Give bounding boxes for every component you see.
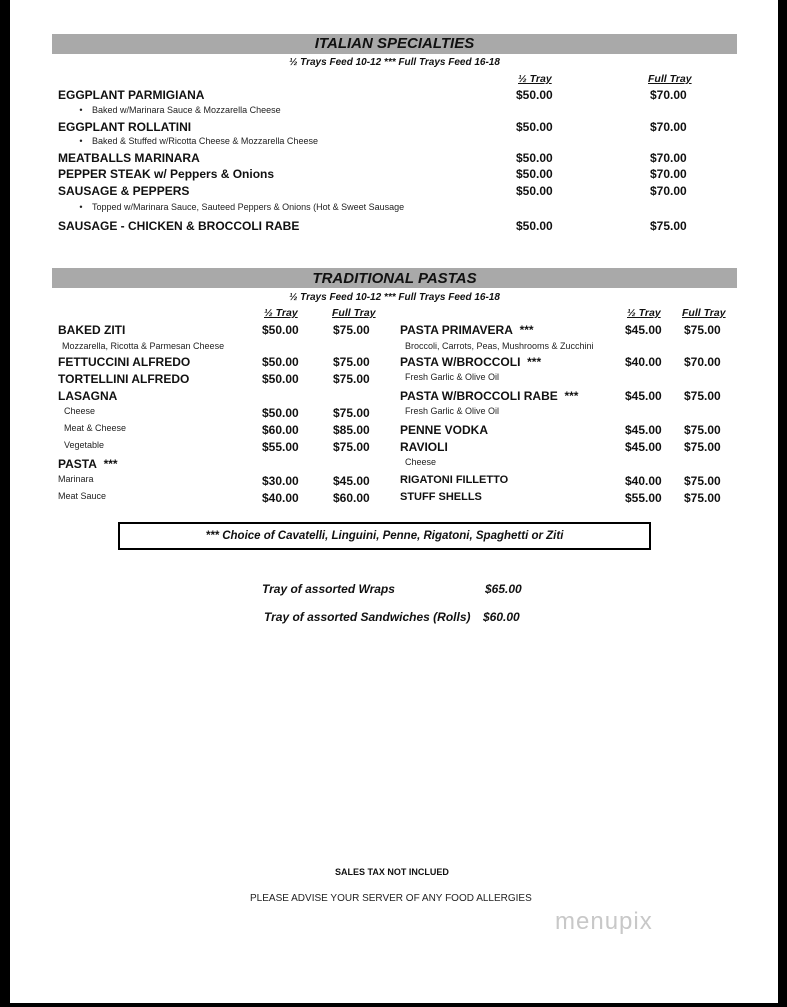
price-full: $75.00	[684, 491, 721, 505]
price-full: $70.00	[650, 120, 687, 134]
menu-item-rigatoni-filletto: RIGATONI FILLETTO	[400, 474, 509, 486]
stars-marker: ***	[103, 457, 118, 471]
price-half: $50.00	[516, 151, 553, 165]
pastas-left-col-half: ½ Tray	[264, 307, 298, 319]
menu-item-pasta-broccoli-rabe	[400, 389, 578, 403]
italian-subtitle: ½ Trays Feed 10-12 *** Full Trays Feed 16-18	[289, 57, 500, 68]
price-full: $85.00	[333, 423, 370, 437]
variant-meat-sauce: Meat Sauce	[58, 491, 107, 501]
price-half: $45.00	[625, 389, 662, 403]
menu-page	[10, 0, 778, 1003]
stars-marker: ***	[564, 389, 579, 403]
item-description: Cheese	[405, 457, 437, 467]
price-half: $45.00	[625, 440, 662, 454]
italian-col-half: ½ Tray	[518, 73, 552, 85]
price-full: $75.00	[684, 389, 721, 403]
menu-item-eggplant-rollatini: EGGPLANT ROLLATINI	[58, 120, 192, 134]
price-full: $75.00	[333, 323, 370, 337]
italian-title: ITALIAN SPECIALTIES	[314, 35, 475, 52]
price-full: $75.00	[333, 440, 370, 454]
tray-sandwiches-label: Tray of assorted Sandwiches (Rolls)	[264, 610, 471, 624]
price-half: $50.00	[516, 167, 553, 181]
italian-col-full: Full Tray	[648, 73, 692, 85]
price-full: $70.00	[684, 355, 721, 369]
menu-item-penne-vodka: PENNE VODKA	[400, 423, 489, 437]
menu-item-sausage-peppers: SAUSAGE & PEPPERS	[58, 184, 190, 198]
price-half: $50.00	[262, 355, 299, 369]
menu-item-lasagna: LASAGNA	[58, 389, 118, 403]
price-half: $50.00	[262, 406, 299, 420]
price-half: $45.00	[625, 323, 662, 337]
price-full: $70.00	[650, 88, 687, 102]
price-half: $40.00	[625, 355, 662, 369]
price-half: $40.00	[262, 491, 299, 505]
price-half: $55.00	[625, 491, 662, 505]
pastas-subtitle: ½ Trays Feed 10-12 *** Full Trays Feed 16-18	[289, 292, 500, 303]
price-half: $50.00	[262, 323, 299, 337]
price-half: $50.00	[262, 372, 299, 386]
pastas-left-col-full: Full Tray	[332, 307, 376, 319]
price-full: $75.00	[684, 423, 721, 437]
pastas-right-col-full: Full Tray	[682, 307, 726, 319]
price-full: $75.00	[684, 440, 721, 454]
stars-marker: ***	[527, 355, 542, 369]
item-description: • Topped w/Marinara Sauce, Sauteed Peppers & Onions (Hot & Sweet Sausage	[70, 202, 404, 212]
price-full: $75.00	[333, 406, 370, 420]
price-full: $70.00	[650, 184, 687, 198]
price-half: $50.00	[516, 184, 553, 198]
tray-sandwiches-price: $60.00	[483, 610, 520, 624]
menu-item-pasta	[58, 457, 118, 471]
item-name: PASTA PRIMAVERA	[400, 323, 513, 337]
item-description: • Baked w/Marinara Sauce & Mozzarella Cheese	[70, 105, 281, 115]
menu-item-baked-ziti: BAKED ZITI	[58, 323, 126, 337]
price-half: $50.00	[516, 88, 553, 102]
pasta-choice-note: *** Choice of Cavatelli, Linguini, Penne, Rigatoni, Spaghetti or Ziti	[205, 530, 564, 542]
price-half: $50.00	[516, 120, 553, 134]
price-full: $70.00	[650, 151, 687, 165]
stars-marker: ***	[519, 323, 534, 337]
item-name: PASTA	[58, 457, 97, 471]
item-name: PASTA W/BROCCOLI	[400, 355, 521, 369]
price-half: $30.00	[262, 474, 299, 488]
menu-item-pasta-primavera	[400, 323, 534, 337]
price-full: $45.00	[333, 474, 370, 488]
pastas-title: TRADITIONAL PASTAS	[312, 270, 477, 287]
menu-item-tortellini-alfredo: TORTELLINI ALFREDO	[58, 372, 190, 386]
menu-item-fettuccini-alfredo: FETTUCCINI ALFREDO	[58, 355, 191, 369]
item-description: Mozzarella, Ricotta & Parmesan Cheese	[62, 341, 225, 351]
sales-tax-note: SALES TAX NOT INCLUED	[335, 867, 449, 877]
price-full: $75.00	[684, 323, 721, 337]
price-full: $75.00	[650, 219, 687, 233]
item-description: Fresh Garlic & Olive Oil	[405, 406, 500, 416]
price-half: $55.00	[262, 440, 299, 454]
price-half: $50.00	[516, 219, 553, 233]
menu-item-eggplant-parmigiana: EGGPLANT PARMIGIANA	[58, 88, 205, 102]
price-half: $45.00	[625, 423, 662, 437]
price-full: $75.00	[684, 474, 721, 488]
price-full: $70.00	[650, 167, 687, 181]
variant-cheese: Cheese	[64, 406, 96, 416]
price-half: $60.00	[262, 423, 299, 437]
price-full: $75.00	[333, 372, 370, 386]
pastas-right-col-half: ½ Tray	[627, 307, 661, 319]
menupix-watermark: menupix	[555, 908, 653, 935]
tray-wraps-label: Tray of assorted Wraps	[262, 582, 395, 596]
menu-item-ravioli: RAVIOLI	[400, 440, 448, 454]
variant-marinara: Marinara	[58, 474, 94, 484]
menu-item-meatballs-marinara: MEATBALLS MARINARA	[58, 151, 200, 165]
tray-wraps-price: $65.00	[485, 582, 522, 596]
item-name: PASTA W/BROCCOLI RABE	[400, 389, 558, 403]
variant-meat-cheese: Meat & Cheese	[64, 423, 127, 433]
price-full: $75.00	[333, 355, 370, 369]
allergy-note: PLEASE ADVISE YOUR SERVER OF ANY FOOD ALLERGIES	[250, 893, 532, 904]
price-half: $40.00	[625, 474, 662, 488]
menu-item-pasta-broccoli	[400, 355, 541, 369]
menu-item-pepper-steak: PEPPER STEAK w/ Peppers & Onions	[58, 167, 275, 181]
item-description: Broccoli, Carrots, Peas, Mushrooms & Zucchini	[405, 341, 594, 351]
menu-item-sausage-chicken-rabe: SAUSAGE - CHICKEN & BROCCOLI RABE	[58, 219, 300, 233]
item-description: Fresh Garlic & Olive Oil	[405, 372, 500, 382]
price-full: $60.00	[333, 491, 370, 505]
variant-vegetable: Vegetable	[64, 440, 105, 450]
item-description: • Baked & Stuffed w/Ricotta Cheese & Mozzarella Cheese	[70, 136, 318, 146]
menu-item-stuff-shells: STUFF SHELLS	[400, 491, 482, 503]
